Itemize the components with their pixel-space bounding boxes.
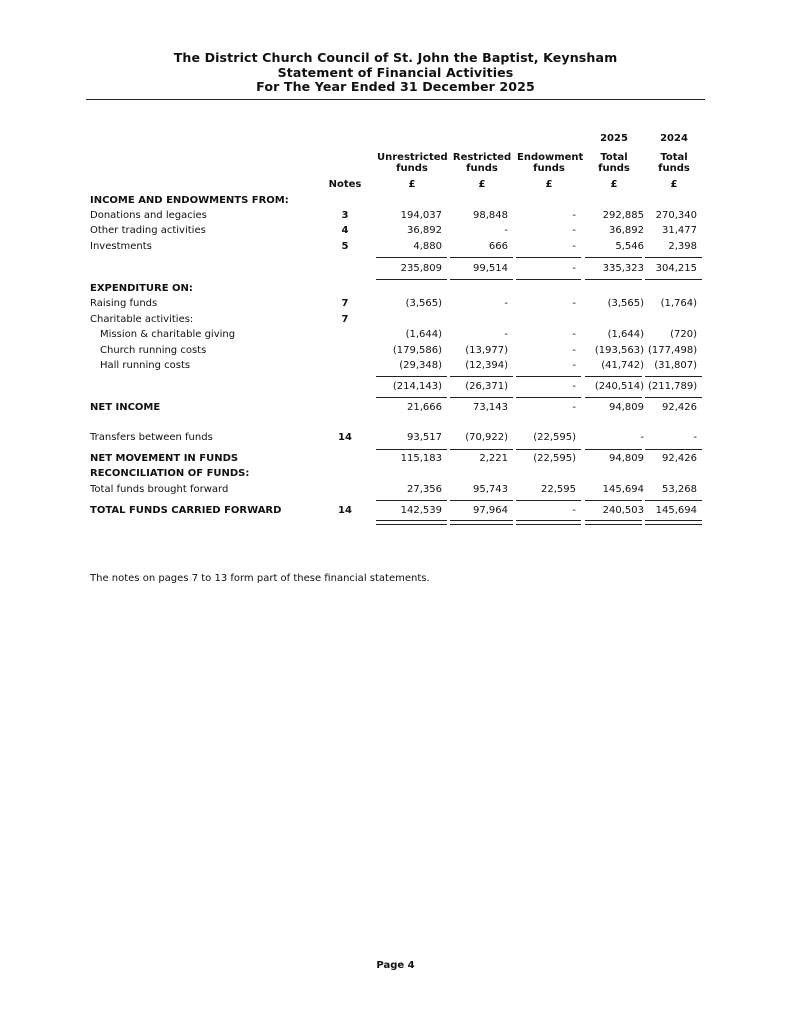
subtotal-rule <box>516 376 581 377</box>
table-row-subtotal <box>90 379 702 395</box>
row-note: 7 <box>341 298 349 309</box>
cell: 36,892 <box>407 225 442 236</box>
income-heading: INCOME AND ENDOWMENTS FROM: <box>90 195 289 206</box>
section-heading <box>90 466 702 482</box>
cell: 270,340 <box>655 210 697 221</box>
table-row <box>90 223 702 239</box>
cell: (240,514) <box>594 381 644 392</box>
subtotal-rule <box>645 500 702 501</box>
total-prior-header <box>646 152 702 174</box>
restricted-header <box>451 152 513 174</box>
cell: (31,807) <box>654 360 697 371</box>
cell: 666 <box>488 241 508 252</box>
cell: 94,809 <box>609 402 644 413</box>
cell: 92,426 <box>662 402 697 413</box>
period-title: For The Year Ended 31 December 2025 <box>256 79 535 94</box>
cell: - <box>640 432 644 443</box>
year-prior-header: 2024 <box>660 133 688 144</box>
cell: 92,426 <box>662 453 697 464</box>
cell: (3,565) <box>607 298 644 309</box>
unrestricted-header <box>377 152 447 174</box>
table-row <box>90 358 702 374</box>
cell: 53,268 <box>662 484 697 495</box>
cell: - <box>572 298 576 309</box>
currency-total-prior: £ <box>670 179 678 190</box>
cell: - <box>504 298 508 309</box>
cell: 142,539 <box>400 505 442 516</box>
subtotal-rule <box>450 500 513 501</box>
cell: (1,644) <box>607 329 644 340</box>
cell: 27,356 <box>407 484 442 495</box>
subtotal-rule <box>585 376 642 377</box>
row-label: Church running costs <box>100 345 207 356</box>
notes-header: Notes <box>328 179 362 190</box>
cell: - <box>572 381 576 392</box>
currency-endowment: £ <box>545 179 553 190</box>
row-note: 7 <box>341 314 349 325</box>
cell: (720) <box>670 329 697 340</box>
table-row <box>90 208 702 224</box>
header-divider <box>86 99 705 100</box>
total-current-header <box>586 152 642 174</box>
endowment-header <box>517 152 584 174</box>
subtotal-rule <box>376 449 447 450</box>
subtotal-rule <box>516 279 581 280</box>
cell: 95,743 <box>473 484 508 495</box>
cell: - <box>693 432 697 443</box>
subtotal-rule <box>450 397 513 398</box>
table-row <box>90 239 702 255</box>
cell: - <box>572 345 576 356</box>
table-row <box>90 400 702 416</box>
subtotal-rule <box>585 279 642 280</box>
cell: 98,848 <box>473 210 508 221</box>
table-row <box>90 296 702 312</box>
cell: - <box>572 210 576 221</box>
subtotal-rule <box>516 500 581 501</box>
cell: 2,221 <box>479 453 508 464</box>
row-label: Total funds brought forward <box>90 484 229 495</box>
cell: (179,586) <box>392 345 442 356</box>
currency-total-current: £ <box>610 179 618 190</box>
table-row <box>90 327 702 343</box>
total-double-rule <box>645 520 702 525</box>
subtotal-rule <box>516 257 581 258</box>
total-prior-header-line2: funds <box>658 163 690 174</box>
subtotal-rule <box>585 500 642 501</box>
row-label: TOTAL FUNDS CARRIED FORWARD <box>90 505 282 516</box>
cell: 97,964 <box>473 505 508 516</box>
row-note: 4 <box>341 225 349 236</box>
cell: 115,183 <box>400 453 442 464</box>
cell: 145,694 <box>602 484 644 495</box>
row-label: Transfers between funds <box>90 432 213 443</box>
row-label: Hall running costs <box>100 360 191 371</box>
subtotal-rule <box>645 257 702 258</box>
subtotal-rule <box>645 449 702 450</box>
cell: 94,809 <box>609 453 644 464</box>
document-header <box>86 51 705 95</box>
total-double-rule <box>585 520 642 525</box>
cell: (22,595) <box>533 432 576 443</box>
unrestricted-header-line1: Unrestricted <box>377 152 448 163</box>
total-double-rule <box>516 520 581 525</box>
section-heading <box>90 281 702 297</box>
organisation-name: The District Church Council of St. John the Baptist, Keynsham <box>173 50 618 65</box>
cell: - <box>572 329 576 340</box>
cell: 5,546 <box>615 241 644 252</box>
total-double-rule <box>376 520 447 525</box>
total-double-rule <box>450 520 513 525</box>
cell: - <box>572 360 576 371</box>
row-label: NET INCOME <box>90 402 161 413</box>
subtotal-rule <box>376 500 447 501</box>
cell: - <box>504 329 508 340</box>
subtotal-rule <box>645 397 702 398</box>
statement-title: Statement of Financial Activities <box>277 64 514 80</box>
cell: 22,595 <box>541 484 576 495</box>
subtotal-rule <box>645 376 702 377</box>
cell: - <box>572 505 576 516</box>
row-note: 14 <box>338 432 352 443</box>
cell: - <box>572 402 576 413</box>
table-row <box>90 482 702 498</box>
cell: (70,922) <box>465 432 508 443</box>
cell: (22,595) <box>533 453 576 464</box>
cell: - <box>572 241 576 252</box>
cell: 99,514 <box>473 263 508 274</box>
reconciliation-heading: RECONCILIATION OF FUNDS: <box>90 468 250 479</box>
cell: 4,880 <box>413 241 442 252</box>
cell: - <box>572 225 576 236</box>
cell: 36,892 <box>609 225 644 236</box>
page-number: Page 4 <box>376 960 415 971</box>
cell: (177,498) <box>648 345 698 356</box>
cell: 304,215 <box>655 263 697 274</box>
cell: (1,764) <box>660 298 697 309</box>
subtotal-rule <box>376 279 447 280</box>
cell: 235,809 <box>400 263 442 274</box>
section-heading <box>90 193 702 209</box>
subtotal-rule <box>585 257 642 258</box>
table-row-subtotal <box>90 261 702 277</box>
restricted-header-line1: Restricted <box>452 152 512 163</box>
table-row <box>90 312 702 328</box>
subtotal-rule <box>585 449 642 450</box>
row-label: Donations and legacies <box>90 210 207 221</box>
row-label: Investments <box>90 241 152 252</box>
subtotal-rule <box>450 449 513 450</box>
cell: (41,742) <box>601 360 644 371</box>
cell: 240,503 <box>602 505 644 516</box>
row-note: 3 <box>341 210 349 221</box>
subtotal-rule <box>516 449 581 450</box>
subtotal-rule <box>376 397 447 398</box>
cell: 31,477 <box>662 225 697 236</box>
subtotal-rule <box>645 279 702 280</box>
cell: - <box>504 225 508 236</box>
table-row <box>90 430 702 446</box>
row-label: NET MOVEMENT IN FUNDS <box>90 453 239 464</box>
row-label: Other trading activities <box>90 225 206 236</box>
subtotal-rule <box>376 257 447 258</box>
cell: 93,517 <box>407 432 442 443</box>
currency-unrestricted: £ <box>408 179 416 190</box>
subtotal-rule <box>450 257 513 258</box>
row-label: Charitable activities: <box>90 314 194 325</box>
cell: 194,037 <box>400 210 442 221</box>
subtotal-rule <box>516 397 581 398</box>
subtotal-rule <box>376 376 447 377</box>
row-label: Mission & charitable giving <box>100 329 236 340</box>
table-row <box>90 451 702 467</box>
cell: 292,885 <box>602 210 644 221</box>
cell: (12,394) <box>465 360 508 371</box>
cell: - <box>572 263 576 274</box>
cell: 2,398 <box>668 241 697 252</box>
cell: (1,644) <box>405 329 442 340</box>
total-current-header-line2: funds <box>598 163 630 174</box>
footnote: The notes on pages 7 to 13 form part of these financial statements. <box>90 573 430 584</box>
cell: (13,977) <box>465 345 508 356</box>
expenditure-heading: EXPENDITURE ON: <box>90 283 193 294</box>
cell: 335,323 <box>602 263 644 274</box>
cell: (3,565) <box>405 298 442 309</box>
table-row-total <box>90 503 702 519</box>
total-prior-header-line1: Total <box>660 152 688 163</box>
unrestricted-header-line2: funds <box>396 163 428 174</box>
total-current-header-line1: Total <box>600 152 628 163</box>
currency-row <box>90 177 702 193</box>
cell: 73,143 <box>473 402 508 413</box>
cell: (29,348) <box>399 360 442 371</box>
endowment-header-line1: Endowment <box>517 152 584 163</box>
cell: (211,789) <box>648 381 698 392</box>
table-row <box>90 343 702 359</box>
row-note: 14 <box>338 505 352 516</box>
year-current-header: 2025 <box>600 133 628 144</box>
cell: (214,143) <box>392 381 442 392</box>
subtotal-rule <box>450 279 513 280</box>
subtotal-rule <box>585 397 642 398</box>
cell: (26,371) <box>465 381 508 392</box>
row-note: 5 <box>341 241 349 252</box>
cell: 145,694 <box>655 505 697 516</box>
restricted-header-line2: funds <box>466 163 498 174</box>
endowment-header-line2: funds <box>533 163 565 174</box>
cell: (193,563) <box>594 345 644 356</box>
cell: 21,666 <box>407 402 442 413</box>
row-label: Raising funds <box>90 298 158 309</box>
subtotal-rule <box>450 376 513 377</box>
currency-restricted: £ <box>478 179 486 190</box>
